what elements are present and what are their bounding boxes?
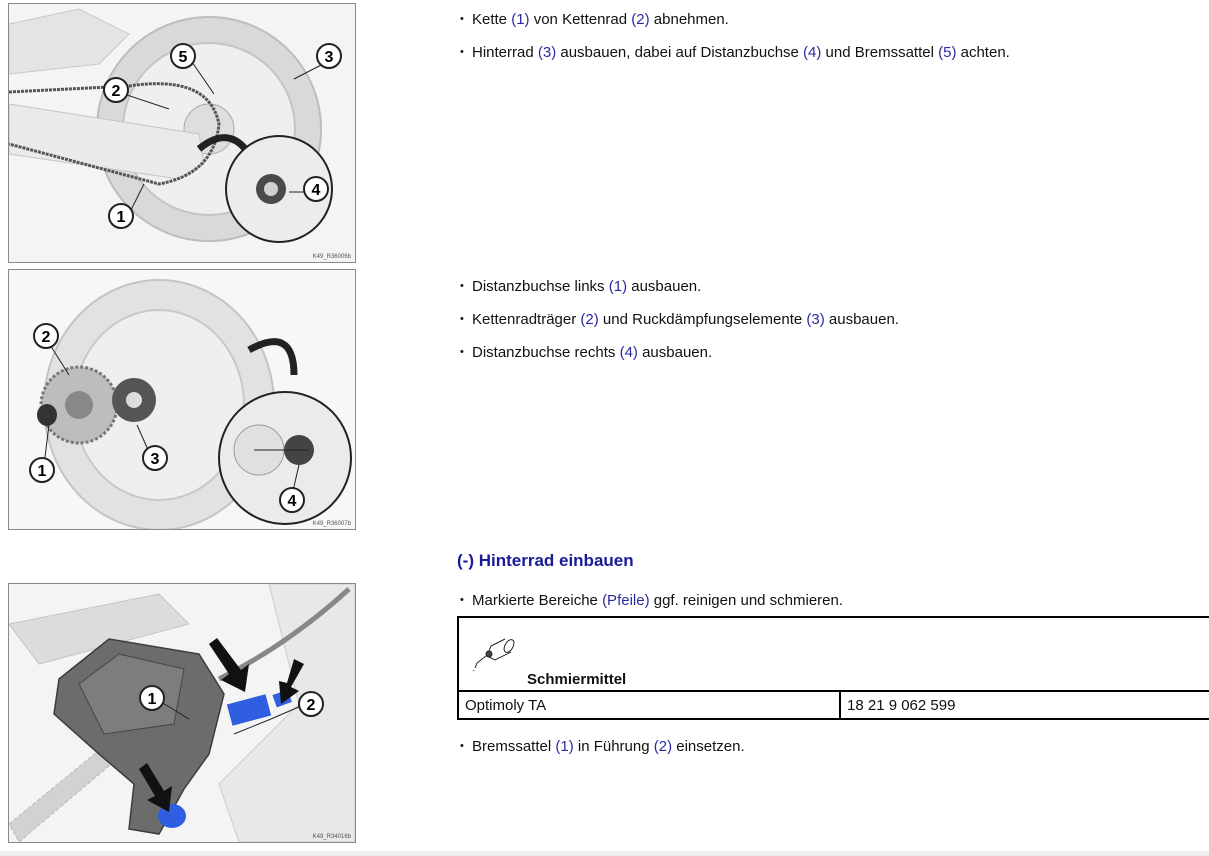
reference-link[interactable]: (3) [806,311,825,328]
figure-3-illustration [9,584,355,842]
figure-brake-caliper [8,583,356,843]
lubricant-title: Schmiermittel [527,671,627,688]
figure-code: K49_R36007b [312,521,351,527]
lubricant-part-number: 18 21 9 062 599 [840,691,1209,719]
step-text: Distanzbuchse rechts [472,344,620,361]
steps-sprocket-removal [458,278,899,377]
step-item [458,278,899,296]
step-text: ausbauen, dabei auf Distanzbuchse [556,44,804,61]
lubricant-table-header [458,617,1209,691]
reference-link[interactable]: (4) [803,44,822,61]
steps-chain-removal [458,11,1010,77]
step-text: Bremssattel [472,738,556,755]
step-item [458,311,899,329]
callout-2: 2 [111,83,121,100]
footer-bar [0,851,1209,856]
reference-link[interactable]: (Pfeile) [602,592,650,609]
step-item [458,11,1010,29]
bullet-icon: • [460,346,464,358]
figure-1-illustration [9,4,355,262]
callout-4: 4 [287,493,297,510]
figure-chain-removal [8,3,356,263]
step-text: Kettenradträger [472,311,581,328]
section-heading: (-) Hinterrad einbauen [457,551,634,570]
reference-link[interactable]: (1) [511,11,530,28]
bullet-icon: • [460,594,464,606]
lubricant-table [457,616,1209,720]
bullet-icon: • [460,280,464,292]
step-text: von Kettenrad [529,11,632,28]
step-item [458,738,745,756]
step-text: achten. [956,44,1010,61]
bullet-icon: • [460,13,464,25]
grease-gun-icon [471,636,517,672]
step-text: abnehmen. [649,11,729,28]
step-text: Markierte Bereiche [472,592,603,609]
steps-caliper-install [458,738,745,771]
step-text: in Führung [573,738,654,755]
step-text: Distanzbuchse links [472,278,609,295]
step-text: ausbauen. [627,278,702,295]
bullet-icon: • [460,740,464,752]
step-item [458,44,1010,62]
table-row [458,691,1209,719]
callout-1: 1 [147,691,157,708]
step-text: ausbauen. [637,344,713,361]
lubricant-name: Optimoly TA [458,691,840,719]
bullet-icon: • [460,313,464,325]
step-item [458,592,843,610]
callout-1: 1 [116,209,126,226]
callout-3: 3 [150,451,160,468]
figure-2-illustration [9,270,355,529]
callout-3: 3 [324,49,334,66]
step-text: und Bremssattel [821,44,939,61]
callout-5: 5 [178,49,188,66]
reference-link[interactable]: (3) [537,44,557,61]
step-text: Hinterrad [472,44,538,61]
step-text: ggf. reinigen und schmieren. [649,592,844,609]
figure-code: K49_R34016b [312,834,351,840]
callout-2: 2 [41,329,51,346]
callout-1: 1 [37,463,47,480]
figure-code: K49_R36006b [312,254,351,260]
step-text: und Ruckdämpfungselemente [598,311,807,328]
step-item [458,344,899,362]
callout-2: 2 [306,697,316,714]
step-text: einsetzen. [672,738,745,755]
figure-sprocket-removal [8,269,356,530]
reference-link[interactable]: (4) [619,344,638,361]
callout-4: 4 [311,182,321,199]
reference-link[interactable]: (2) [580,311,599,328]
reference-link[interactable]: (5) [938,44,957,61]
reference-link[interactable]: (1) [608,278,628,295]
reference-link[interactable]: (2) [653,738,673,755]
bullet-icon: • [460,46,464,58]
step-text: Kette [472,11,512,28]
reference-link[interactable]: (2) [631,11,650,28]
reference-link[interactable]: (1) [555,738,574,755]
step-text: ausbauen. [824,311,899,328]
